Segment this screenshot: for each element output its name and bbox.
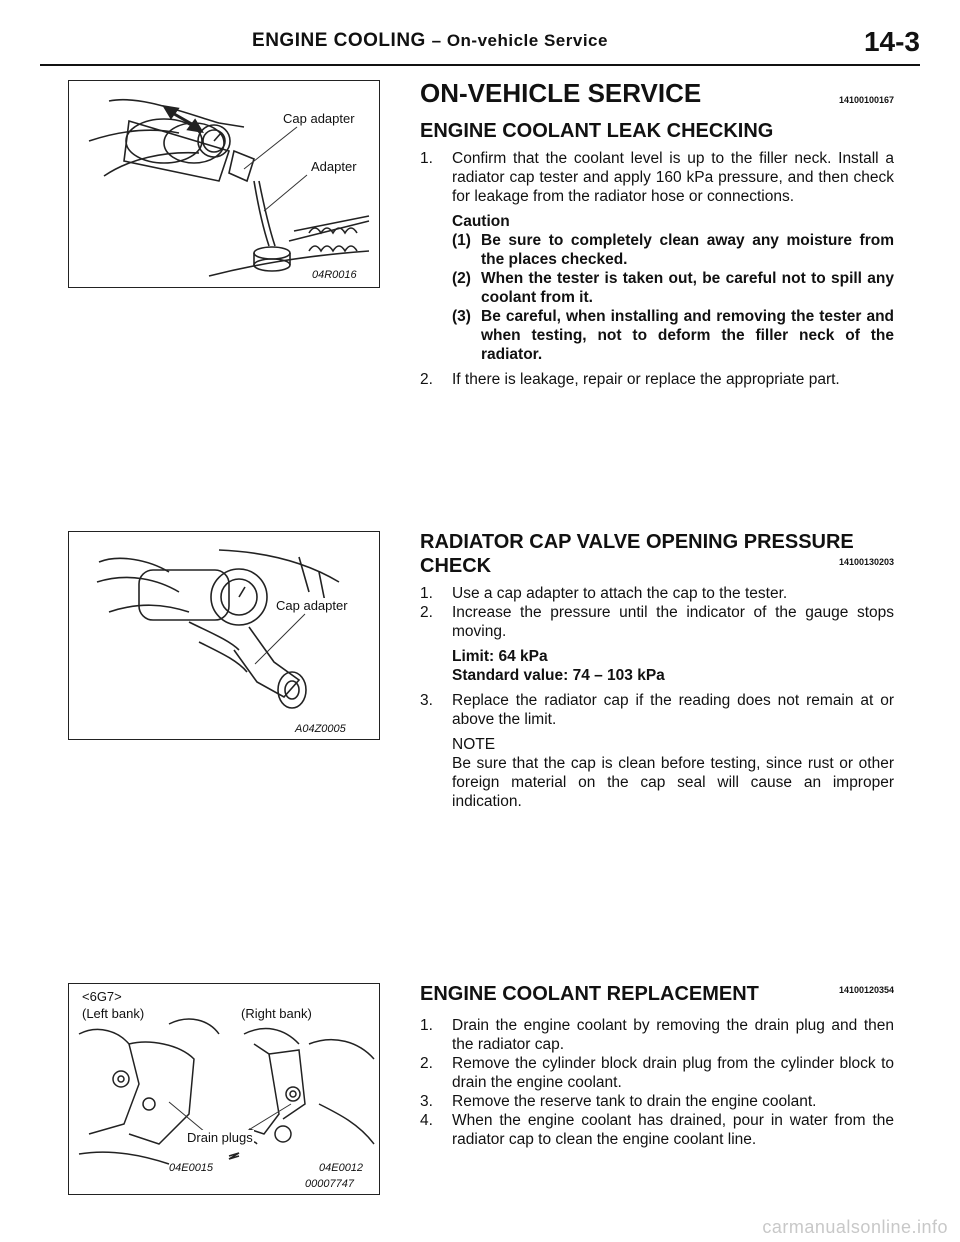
header-dash: –: [431, 31, 442, 50]
label-drain-plugs: Drain plugs: [187, 1130, 253, 1145]
step-item: [420, 1111, 894, 1149]
step-text: Remove the reserve tank to drain the engine coolant.: [452, 1093, 817, 1110]
header-section-name: ENGINE COOLING: [252, 30, 426, 51]
header-title: [40, 30, 820, 52]
step-text: Drain the engine coolant by removing the drain plug and then the radiator cap.: [452, 1017, 894, 1053]
step-number: 1.: [420, 1017, 433, 1034]
step-item: [420, 370, 894, 389]
section-code: 14100130203: [838, 557, 894, 567]
caution-item: [420, 231, 894, 269]
heading-coolant-replacement: [420, 982, 894, 1006]
caution-item: [420, 269, 894, 307]
heading-text: ON-VEHICLE SERVICE: [420, 78, 702, 108]
step-number: 2.: [420, 371, 433, 388]
figure-code: 04R0016: [312, 269, 357, 281]
step-item: [420, 603, 894, 641]
heading-cap-valve-line2: [420, 554, 894, 578]
watermark: carmanualsonline.info: [762, 1217, 948, 1237]
step-number: 4.: [420, 1112, 433, 1129]
section-code: 14100100167: [838, 95, 894, 105]
step-item: [420, 1092, 894, 1111]
step-number: 1.: [420, 150, 433, 167]
note-title: NOTE: [452, 736, 496, 753]
spec-limit: Limit: 64 kPa: [452, 648, 548, 665]
label-cap-adapter: Cap adapter: [283, 111, 355, 126]
figure-code-left: 04E0015: [169, 1162, 214, 1174]
step-number: 1.: [420, 585, 433, 602]
figure-code-overall: 00007747: [305, 1178, 354, 1190]
figure-code-2: A04Z0005: [295, 723, 346, 735]
step-text: Remove the cylinder block drain plug from the cylinder block to drain the engine coolant.: [452, 1055, 894, 1091]
label-adapter: Adapter: [311, 159, 357, 174]
page-number: 14-3: [863, 26, 920, 57]
note-text: Be sure that the cap is clean before testing, since rust or other foreign material on the cap seal will cause an improper indication.: [452, 755, 894, 810]
section-leak-check: [420, 78, 894, 389]
label-left-bank: (Left bank): [82, 1006, 145, 1021]
step-text: Replace the radiator cap if the reading does not remain at or above the limit.: [452, 692, 894, 728]
step-item: [420, 691, 894, 729]
step-number: 3.: [420, 692, 433, 709]
cap-adapter-illustration: [69, 532, 379, 739]
figure-cap-adapter: [68, 531, 380, 740]
step-text: Confirm that the coolant level is up to the filler neck. Install a radiator cap tester and apply 160 kPa pressure, and then check for leakage from the radiator hose or connections.: [452, 150, 894, 205]
step-text: If there is leakage, repair or replace the appropriate part.: [452, 371, 840, 388]
section-code: 14100120354: [838, 985, 894, 995]
spec-standard-value: Standard value: 74 – 103 kPa: [452, 667, 665, 684]
caution-text: Be careful, when installing and removing the tester and when testing, not to deform the filler neck of the radiator.: [481, 308, 894, 363]
step-text: Increase the pressure until the indicator of the gauge stops moving.: [452, 604, 894, 640]
section-cap-valve-check: [420, 530, 894, 811]
caution-item: [420, 307, 894, 364]
heading-on-vehicle-service: [420, 78, 894, 109]
step-text: Use a cap adapter to attach the cap to the tester.: [452, 585, 788, 602]
step-item: [420, 1054, 894, 1092]
label-right-bank: (Right bank): [241, 1006, 312, 1021]
caution-title: Caution: [452, 213, 510, 230]
caution-number: (2): [452, 270, 471, 287]
step-text: When the engine coolant has drained, pour in water from the radiator cap to clean the engine coolant line.: [452, 1112, 894, 1148]
label-engine-6g7: <6G7>: [82, 989, 122, 1004]
section-coolant-replacement: [420, 982, 894, 1149]
label-cap-adapter-2: Cap adapter: [276, 598, 348, 613]
header-subtitle: On-vehicle Service: [446, 31, 608, 50]
figure-drain-plugs: [68, 983, 380, 1195]
figure-code-right: 04E0012: [319, 1162, 364, 1174]
page-header: [40, 0, 920, 66]
caution-text: Be sure to completely clean away any moisture from the places checked.: [481, 232, 894, 268]
step-number: 2.: [420, 604, 433, 621]
caution-number: (1): [452, 232, 471, 249]
heading-text: ENGINE COOLANT REPLACEMENT: [420, 983, 759, 1005]
caution-number: (3): [452, 308, 471, 325]
step-number: 3.: [420, 1093, 433, 1110]
heading-text: CHECK: [420, 555, 492, 577]
figure-cap-tester: [68, 80, 380, 288]
step-item: [420, 1016, 894, 1054]
step-item: [420, 584, 894, 603]
step-number: 2.: [420, 1055, 433, 1072]
heading-leak-checking: ENGINE COOLANT LEAK CHECKING: [420, 120, 774, 142]
caution-text: When the tester is taken out, be careful not to spill any coolant from it.: [481, 270, 894, 306]
heading-cap-valve-line1: RADIATOR CAP VALVE OPENING PRESSURE: [420, 531, 854, 553]
step-item: [420, 149, 894, 206]
